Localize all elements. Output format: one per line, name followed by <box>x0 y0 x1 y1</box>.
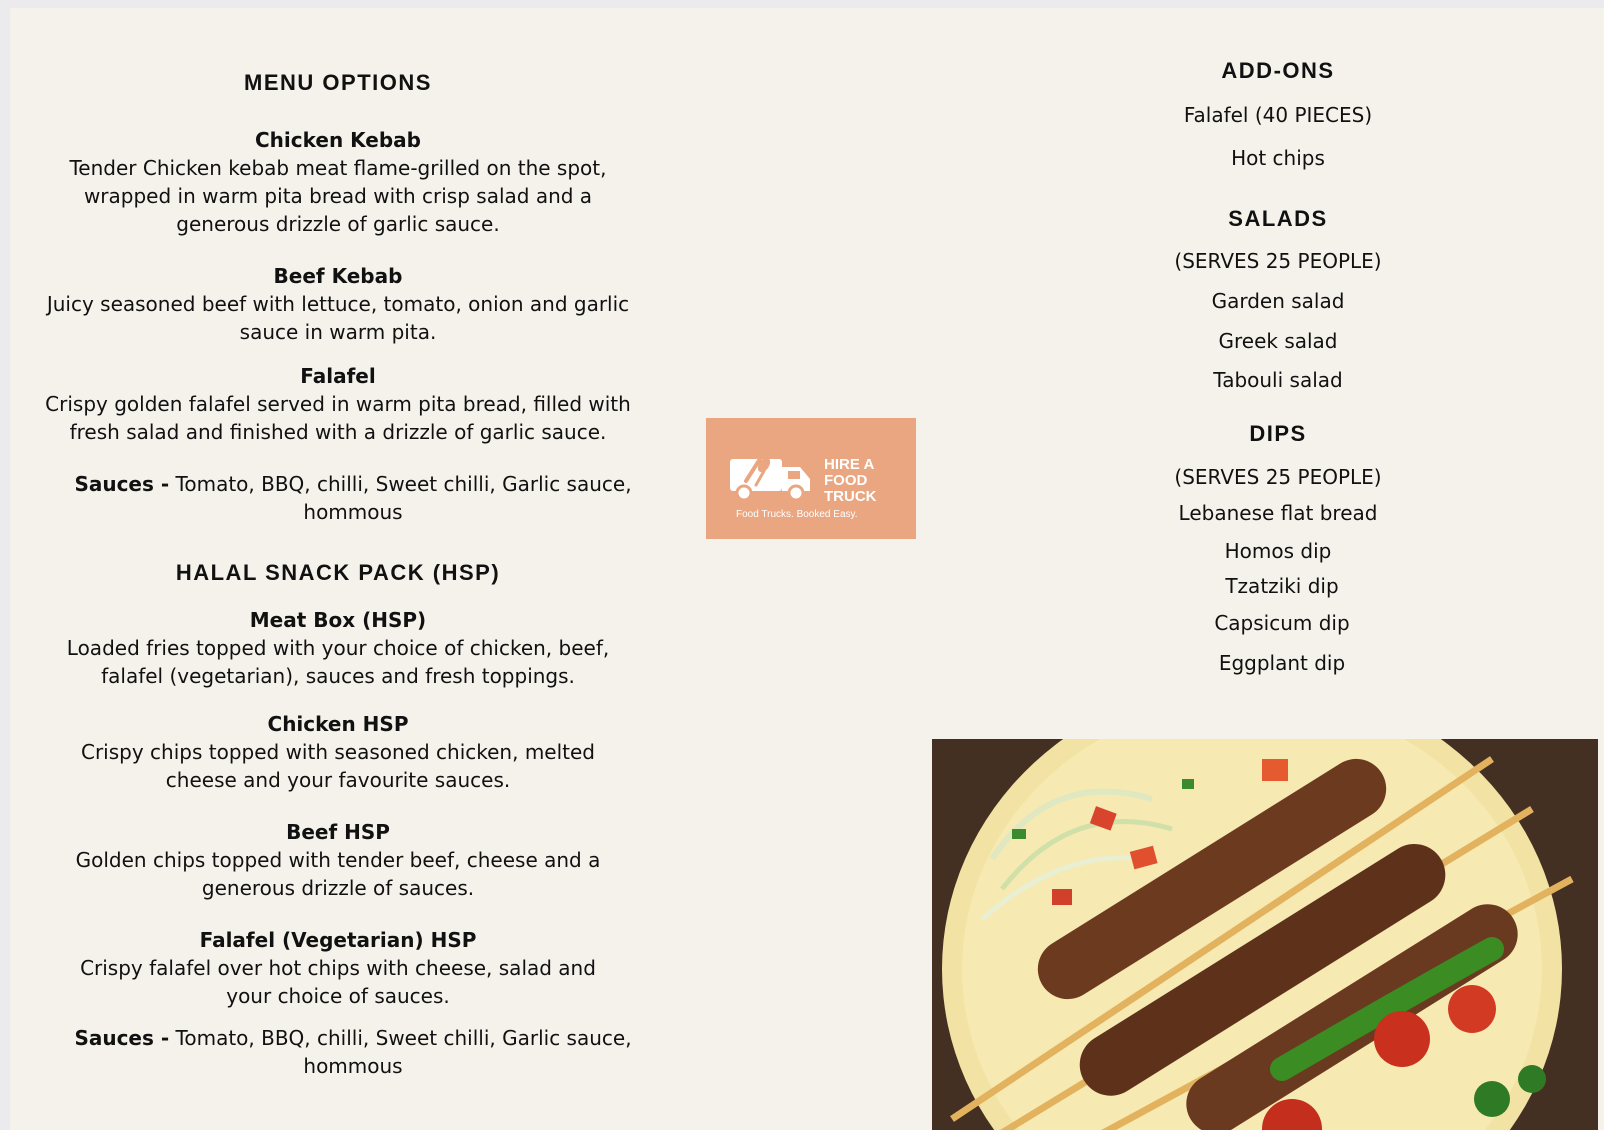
hsp-item-falafel-veg <box>68 926 608 1010</box>
salad-item: Tabouli salad <box>1213 368 1343 392</box>
salads-serves: (SERVES 25 PEOPLE) <box>1174 249 1382 273</box>
item-name: Falafel <box>300 364 376 388</box>
dips-heading: DIPS <box>1249 421 1307 446</box>
menu-item-beef-kebab <box>38 262 638 346</box>
item-name: Falafel (Vegetarian) HSP <box>199 928 477 952</box>
sauces-text: Tomato, BBQ, chilli, Sweet chilli, Garlic sauce, hommous <box>169 1026 632 1078</box>
salad-item: Greek salad <box>1218 329 1338 353</box>
item-desc: Juicy seasoned beef with lettuce, tomato, onion and garlic sauce in warm pita. <box>46 292 630 344</box>
sauces-label: Sauces - <box>74 1026 170 1050</box>
dips-serves: (SERVES 25 PEOPLE) <box>1174 465 1382 489</box>
dip-item: Tzatziki dip <box>1225 574 1339 598</box>
item-name: Beef Kebab <box>273 264 403 288</box>
item-desc: Crispy chips topped with seasoned chicken, melted cheese and your favourite sauces. <box>80 740 595 792</box>
menu-options-heading: MENU OPTIONS <box>244 70 432 95</box>
food-truck-icon <box>726 445 826 505</box>
hsp-item-beef <box>68 818 608 902</box>
hsp-item-meat-box <box>58 606 618 690</box>
kebab-photo-illustration <box>932 739 1598 1130</box>
salad-item: Garden salad <box>1211 289 1345 313</box>
item-desc: Crispy falafel over hot chips with cheese, salad and your choice of sauces. <box>80 956 596 1008</box>
menu-item-falafel <box>38 362 638 446</box>
dip-item: Capsicum dip <box>1214 611 1350 635</box>
item-name: Beef HSP <box>286 820 390 844</box>
dip-item: Eggplant dip <box>1218 651 1346 675</box>
sauces-label: Sauces - <box>74 472 170 496</box>
salads-heading: SALADS <box>1228 206 1328 231</box>
hire-a-food-truck-logo <box>706 418 916 539</box>
dip-item: Homos dip <box>1224 539 1332 563</box>
dip-item: Lebanese flat bread <box>1178 501 1378 525</box>
menu-page <box>10 8 1604 1130</box>
item-desc: Loaded fries topped with your choice of chicken, beef, falafel (vegetarian), sauces and fresh toppings. <box>66 636 610 688</box>
hsp-sauces <box>58 1024 648 1080</box>
hsp-item-chicken <box>68 710 608 794</box>
hsp-heading: HALAL SNACK PACK (HSP) <box>175 560 501 585</box>
item-desc: Tender Chicken kebab meat flame-grilled on the spot, wrapped in warm pita bread with crisp salad and a generous drizzle of garlic sauce. <box>69 156 607 236</box>
item-name: Chicken Kebab <box>255 128 421 152</box>
item-desc: Golden chips topped with tender beef, cheese and a generous drizzle of sauces. <box>75 848 601 900</box>
menu-sauces <box>58 470 648 526</box>
menu-item-chicken-kebab <box>68 126 608 238</box>
addons-heading: ADD-ONS <box>1221 58 1335 83</box>
sauces-text: Tomato, BBQ, chilli, Sweet chilli, Garlic sauce, hommous <box>169 472 632 524</box>
item-desc: Crispy golden falafel served in warm pita bread, filled with fresh salad and finished with a drizzle of garlic sauce. <box>45 392 631 444</box>
addon-item: Hot chips <box>1231 146 1325 170</box>
item-name: Meat Box (HSP) <box>249 608 427 632</box>
logo-wordmark: HIRE A FOOD TRUCK <box>824 455 877 505</box>
addon-item: Falafel (40 PIECES) <box>1183 103 1373 127</box>
kebab-photo <box>932 739 1598 1130</box>
logo-tagline: Food Trucks. Booked Easy. <box>736 508 858 520</box>
item-name: Chicken HSP <box>267 712 409 736</box>
